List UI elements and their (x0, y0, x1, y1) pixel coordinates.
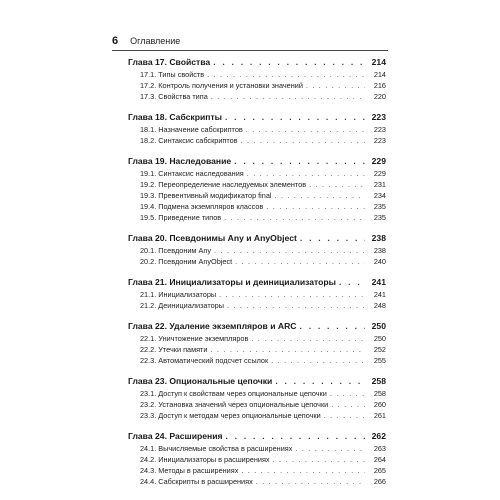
section-title: 21.2. Деинициализаторы (140, 301, 224, 310)
section-title: 23.3. Доступ к методам через опциональные цепочки (140, 411, 321, 420)
section-title: 18.2. Синтаксис сабскриптов (140, 136, 238, 145)
dot-leader (295, 444, 365, 453)
section-page-number: 264 (373, 455, 386, 464)
section-page-number: 223 (373, 125, 386, 134)
toc-chapter (128, 376, 386, 422)
dot-leader (227, 301, 365, 310)
section-page-number: 238 (373, 246, 386, 255)
dot-leader (324, 411, 365, 420)
section-title: 20.2. Псевдоним AnyObject (140, 257, 233, 266)
section-entry[interactable] (128, 334, 386, 345)
section-entry[interactable] (128, 290, 386, 301)
section-page-number: 240 (373, 257, 386, 266)
dot-leader (214, 246, 365, 255)
section-page-number: 250 (373, 334, 386, 343)
dot-leader (300, 233, 365, 243)
toc-chapter (128, 57, 386, 103)
section-page-number: 261 (373, 411, 386, 420)
section-title: 21.1. Инициализаторы (140, 290, 217, 299)
section-page-number: 255 (373, 356, 386, 365)
dot-leader (275, 376, 365, 386)
section-title: 24.2. Инициализаторы в расширениях (140, 455, 270, 464)
section-title: 23.1. Доступ к свойствам через опциональные цепочки (140, 389, 327, 398)
section-page-number: 258 (373, 389, 386, 398)
chapter-entry[interactable] (128, 376, 386, 389)
chapter-entry[interactable] (128, 112, 386, 125)
section-title: 22.1. Уничтожение экземпляров (140, 334, 249, 343)
section-title: 22.3. Автоматический подсчет ссылок (140, 356, 269, 365)
section-page-number: 229 (373, 169, 386, 178)
section-page-number: 260 (373, 400, 386, 409)
section-title: 19.3. Превентивный модификатор final (140, 191, 272, 200)
chapter-title: Глава 22. Удаление экземпляров и ARC (128, 321, 297, 331)
dot-leader (306, 81, 365, 90)
chapter-title: Глава 19. Наследование (128, 156, 232, 166)
dot-leader (247, 169, 365, 178)
section-title: 24.3. Методы в расширениях (140, 466, 239, 475)
section-entry[interactable] (128, 81, 386, 92)
section-title: 17.3. Свойства типа (140, 92, 208, 101)
dot-leader (271, 356, 365, 365)
section-title: 24.1. Вычисляемые свойства в расширениях (140, 444, 293, 453)
dot-leader (275, 191, 365, 200)
dot-leader (211, 92, 365, 101)
chapter-page-number: 229 (371, 156, 386, 166)
section-page-number: 248 (373, 301, 386, 310)
section-title: 18.1. Назначение сабскриптов (140, 125, 243, 134)
section-entry[interactable] (128, 444, 386, 455)
section-page-number: 241 (373, 290, 386, 299)
dot-leader (251, 334, 365, 343)
chapter-title: Глава 21. Инициализаторы и деинициализаторы (128, 277, 336, 287)
table-of-contents (128, 57, 386, 497)
chapter-page-number: 258 (371, 376, 386, 386)
chapter-page-number: 262 (371, 431, 386, 441)
section-entry[interactable] (128, 169, 386, 180)
section-entry[interactable] (128, 125, 386, 136)
chapter-title: Глава 18. Сабскрипты (128, 112, 222, 122)
chapter-page-number: 241 (371, 277, 386, 287)
section-entry[interactable] (128, 202, 386, 213)
section-page-number: 252 (373, 345, 386, 354)
chapter-title: Глава 24. Расширения (128, 431, 223, 441)
dot-leader (300, 321, 365, 331)
section-entry[interactable] (128, 257, 386, 268)
section-entry[interactable] (128, 92, 386, 103)
dot-leader (224, 213, 365, 222)
section-title: 19.2. Переопределение наследуемых элементов (140, 180, 307, 189)
dot-leader (219, 290, 365, 299)
section-entry[interactable] (128, 466, 386, 477)
chapter-page-number: 238 (371, 233, 386, 243)
dot-leader (246, 125, 365, 134)
section-page-number: 231 (373, 180, 386, 189)
section-page-number: 220 (373, 92, 386, 101)
section-entry[interactable] (128, 345, 386, 356)
running-title: Оглавление (130, 36, 181, 46)
section-entry[interactable] (128, 191, 386, 202)
dot-leader (210, 345, 365, 354)
dot-leader (256, 477, 365, 486)
chapter-entry[interactable] (128, 277, 386, 290)
toc-chapter (128, 321, 386, 367)
chapter-entry[interactable] (128, 156, 386, 169)
toc-chapter (128, 112, 386, 147)
dot-leader (213, 57, 365, 67)
section-page-number: 216 (373, 81, 386, 90)
dot-leader (309, 180, 365, 189)
chapter-entry[interactable] (128, 431, 386, 444)
page-header (112, 34, 384, 48)
chapter-title: Глава 20. Псевдонимы Any и AnyObject (128, 233, 297, 243)
dot-leader (331, 400, 365, 409)
toc-chapter (128, 233, 386, 268)
toc-chapter (128, 156, 386, 224)
section-entry[interactable] (128, 477, 386, 488)
section-page-number: 266 (373, 477, 386, 486)
header-rule (112, 50, 388, 51)
section-page-number: 235 (373, 202, 386, 211)
section-title: 24.4. Сабскрипты в расширениях (140, 477, 253, 486)
section-page-number: 223 (373, 136, 386, 145)
dot-leader (273, 455, 365, 464)
section-entry[interactable] (128, 411, 386, 422)
section-title: 19.4. Подмена экземпляров классов (140, 202, 264, 211)
section-entry[interactable] (128, 180, 386, 191)
section-page-number: 214 (373, 70, 386, 79)
dot-leader (225, 112, 365, 122)
dot-leader (235, 257, 365, 266)
section-page-number: 265 (373, 466, 386, 475)
chapter-entry[interactable] (128, 57, 386, 70)
section-title: 19.1. Синтаксис наследования (140, 169, 244, 178)
section-entry[interactable] (128, 455, 386, 466)
section-entry[interactable] (128, 389, 386, 400)
section-entry[interactable] (128, 213, 386, 224)
section-title: 17.2. Контроль получения и установки значений (140, 81, 303, 90)
chapter-title: Глава 23. Опциональные цепочки (128, 376, 273, 386)
dot-leader (241, 466, 365, 475)
dot-leader (330, 389, 365, 398)
chapter-entry[interactable] (128, 321, 386, 334)
dot-leader (266, 202, 365, 211)
section-entry[interactable] (128, 400, 386, 411)
chapter-page-number: 223 (371, 112, 386, 122)
section-entry[interactable] (128, 70, 386, 81)
dot-leader (207, 70, 365, 79)
chapter-page-number: 250 (371, 321, 386, 331)
section-title: 17.1. Типы свойств (140, 70, 205, 79)
section-title: 23.2. Установка значений через опциональные цепочки (140, 400, 329, 409)
section-entry[interactable] (128, 356, 386, 367)
dot-leader (226, 431, 366, 441)
section-page-number: 263 (373, 444, 386, 453)
section-entry[interactable] (128, 246, 386, 257)
section-title: 22.2. Утечки памяти (140, 345, 208, 354)
section-page-number: 234 (373, 191, 386, 200)
chapter-page-number: 214 (371, 57, 386, 67)
chapter-entry[interactable] (128, 233, 386, 246)
dot-leader (339, 277, 365, 287)
section-page-number: 235 (373, 213, 386, 222)
section-title: 19.5. Приведение типов (140, 213, 222, 222)
section-title: 20.1. Псевдоним Any (140, 246, 212, 255)
toc-chapter (128, 431, 386, 488)
toc-chapter (128, 277, 386, 312)
section-entry[interactable] (128, 136, 386, 147)
dot-leader (241, 136, 365, 145)
section-entry[interactable] (128, 301, 386, 312)
dot-leader (234, 156, 365, 166)
chapter-title: Глава 17. Свойства (128, 57, 211, 67)
page-number: 6 (112, 35, 119, 47)
